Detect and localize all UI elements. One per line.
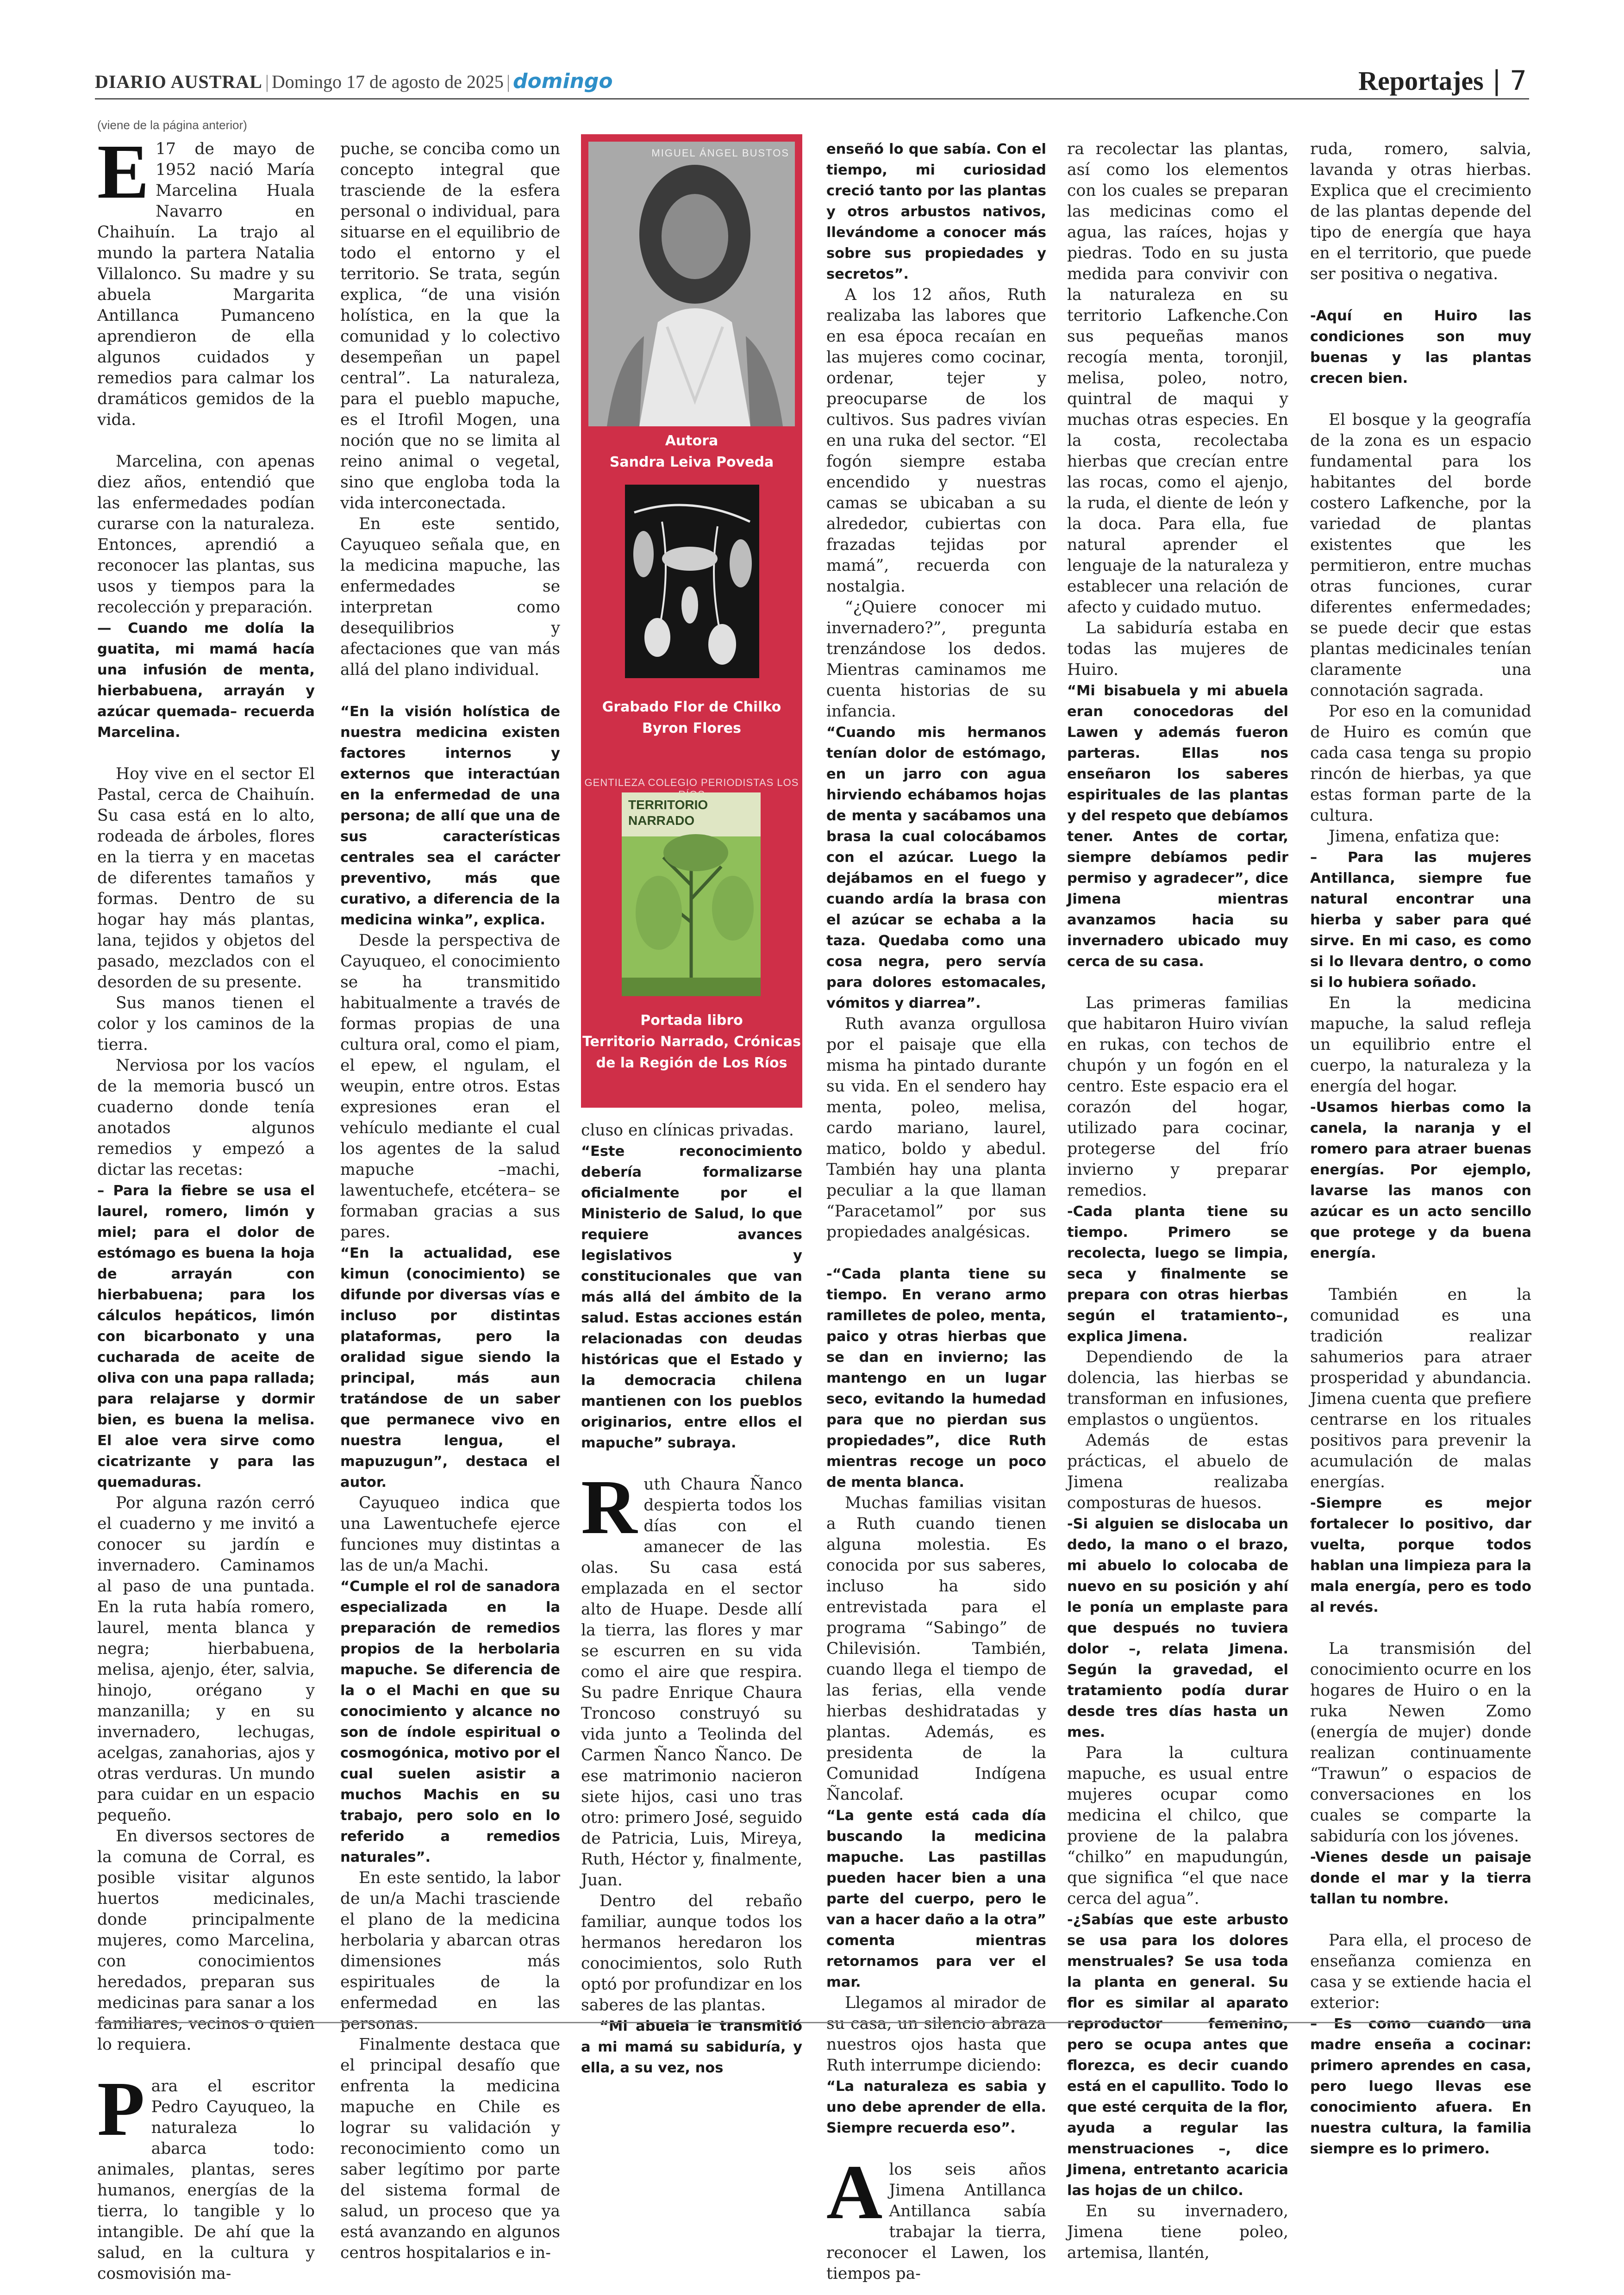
paragraph: En este sentido, la labor de un/a Machi trasciende el plano de la medicina herbolaria y abarcan otras dimensiones más espirituales de la enfermedad en las personas.: [340, 1869, 560, 2033]
quote: – Para la fiebre se usa el laurel, romero, limón y miel; para el dolor de estómago es buena la hoja de arrayán con hierbabuena; para los cálculos hepáticos, limón con bicarbonato y una cucharada de aceite de oliva con una papa rallada; para relajarse y dormir bien, es buena la melisa. El aloe vera sirve como cicatrizante y para las quemaduras.: [97, 1183, 315, 1491]
article-column-4: [826, 139, 1046, 2284]
paragraph: E 17 de mayo de 1952 nació María Marcelina Huala Navarro en Chaihuín. La trajo al mundo la partera Natalia Villalonco. Su madre y su abuela Margarita Antillanca Pumanceno aprendieron de ella algunos cuidados y remedios para calmar los dramáticos gemidos de la vida.: [97, 129, 315, 429]
quote: -¿Sabías que este arbusto se usa para los dolores menstruales? Se usa toda la planta en general. Su flor es similar al aparato reproductor femenino, pero se ocupa antes que florezca, es decir cuando está en el capullito. Todo lo que esté cerquita de la flor, ayuda a regular las menstruaciones –, dice Jimena, entretanto acaricia las hojas de un chilco.: [1067, 1912, 1288, 2199]
paragraph: Finalmente destaca que el principal desafío que enfrenta la medicina mapuche en Chile es lograr su validación y reconocimiento como un saber legítimo por parte del sistema formal de salud, un proceso que ya está avanzando en algunos centros hospitalarios e in-: [340, 2035, 560, 2262]
engraving-image: [625, 485, 759, 678]
article-column-6: [1310, 139, 1531, 2159]
paragraph: Para el escritor Pedro Cayuqueo, la naturaleza lo abarca todo: animales, plantas, seres humanos, energías de la tierra, lo tangible y lo intangible. De ahí que la salud, en la cultura y cosmovisión ma-: [97, 2066, 315, 2283]
paragraph: Llegamos al mirador de su casa, un silencio abraza nuestros ojos hasta que Ruth interrumpe diciendo:: [826, 1994, 1046, 2075]
image-sidebar: [581, 134, 802, 1108]
paragraph: Nerviosa por los vacíos de la memoria buscó un cuaderno donde tenía anotados algunos remedios y empezó a dictar las recetas:: [97, 1056, 315, 1179]
drop-cap: R: [581, 1464, 637, 1550]
paragraph: Cayuqueo indica que una Lawentuchefe ejerce funciones muy distintas a las de un/a Machi.: [340, 1494, 560, 1575]
book-title: TERRITORIO NARRADO: [628, 798, 708, 828]
photo-credit: MIGUEL ÁNGEL BUSTOS: [651, 147, 789, 159]
paragraph: El bosque y la geografía de la zona es un espacio fundamental para los habitantes del borde costero Lafkenche, por la variedad de plantas existentes que les permitieron, entre muchas otras funciones, curar diferentes enfermedades; se puede decir que estas plantas medicinales tenían claramente una connotación sagrada.: [1310, 411, 1531, 700]
quote: – Para las mujeres Antillanca, siempre fue natural encontrar una hierba y saber para qué sirve. En mi caso, es como si lo llevara dentro, o como si lo hubiera soñado.: [1310, 849, 1531, 991]
footer-rule: [95, 2022, 1529, 2023]
quote: -“Cada planta tiene su tiempo. En verano armo ramilletes de poleo, menta, paico y otras hierbas que se dan en invierno; las mantengo en un lugar seco, evitando la humedad para que no pierdan sus propiedades”, dice Ruth mientras recoge un poco de menta blanca.: [826, 1266, 1046, 1491]
header-rule: [95, 98, 1529, 100]
quote: “En la actualidad, ese kimun (conocimiento) se difunde por diversas vías e incluso por distintas plataformas, pero la oralidad sigue siendo la principal, más aun tratándose de un saber que permanece vivo en nuestra lengua, el mapuzugun”, destaca el autor.: [340, 1245, 560, 1491]
paragraph: puche, se conciba como un concepto integral que trasciende de la esfera personal o individual, para situarse en el equilibrio de todo el entorno y el territorio. Se trata, según explica, “de una visión holística, en la que la comunidad y lo colectivo desempeñan un papel central”. La naturaleza, para el pueblo mapuche, es el Itrofil Mogen, una noción que no se limita al reino animal o vegetal, sino que engloba toda la vida interconectada.: [340, 140, 560, 512]
quote: “La gente está cada día buscando la medicina mapuche. Las pastillas pueden hacer bien a una parte del cuerpo, pero le van a hacer daño a la otra” comenta mientras retornamos para ver el mar.: [826, 1808, 1046, 1990]
paragraph: En este sentido, Cayuqueo señala que, en la medicina mapuche, las enfermedades se interpretan como desequilibrios y afectaciones que van más allá del plano individual.: [340, 515, 560, 679]
caption-author: Autora Sandra Leiva Poveda: [609, 433, 774, 470]
quote: “Mi abuela le transmitió a mi mamá su sabiduría, y ella, a su vez, nos: [581, 2018, 802, 2076]
drop-cap: A: [826, 2149, 883, 2235]
book-cover: [622, 792, 761, 996]
image-credit: GENTILEZA COLEGIO PERIODISTAS LOS: [584, 777, 799, 788]
quote: “La naturaleza es sabia y uno debe aprender de ella. Siempre recuerda eso”.: [826, 2078, 1046, 2136]
paragraph: La sabiduría estaba en todas las mujeres de Huiro.: [1067, 619, 1288, 679]
paragraph: Hoy vive en el sector El Pastal, cerca de Chaihuín. Su casa está en lo alto, rodeada de árboles, flores en la tierra y en macetas de diferentes tamaños y formas. Dentro de su hogar hay más plantas, lana, tejidos y objetos del pasado, mezclados con el desorden de su presente.: [97, 765, 315, 992]
paragraph: La transmisión del conocimiento ocurre en los hogares de Huiro o en la ruka Newen Zomo (energía de mujer) donde realizan continuamente “Trawun” o espacios de conversaciones en los cuales se comparte la sabiduría con los jóvenes.: [1310, 1640, 1531, 1846]
caption-engraving: Grabado Flor de Chilko Byron Flores: [602, 699, 781, 736]
paragraph: Marcelina, con apenas diez años, entendió que las enfermedades podían curarse con la naturaleza. Entonces, aprendió a reconocer las plantas, sus usos y tiempos para la recolección y preparación.: [97, 452, 315, 617]
quote: “En la visión holística de nuestra medicina existen factores internos y externos que interactúan en la enfermedad de una persona; de allí que una de sus características centrales sea el carácter preventivo, más que curativo, a diferencia de la medicina winka”, explica.: [340, 704, 560, 928]
quote: “Cumple el rol de sanadora especializada en la preparación de remedios propios de la herbolaria mapuche. Se diferencia de la o el Machi en que su conocimiento y alcance no son de índole espiritual o cosmogónica, motivo por el cual suelen asistir a muchos Machis en su trabajo, pero solo en lo referido a remedios naturales”.: [340, 1578, 560, 1865]
paragraph: Ruth Chaura Ñanco despierta todos los días con el amanecer de las olas. Su casa está emplazada en el sector alto de Huape. Desde allí la tierra, las flores y mar se escurren en su vida como el aire que respira. Su padre Enrique Chaura Troncoso construyó su vida junto a Teolinda del Carmen Ñanco Ñanco. De ese matrimonio nacieron siete hijos, casi uno tras otro: primero José, seguido de Patricia, Luis, Mireya, Ruth, Héctor y, finalmente, Juan.: [581, 1464, 802, 1890]
paragraph: Sus manos tienen el color y los caminos de la tierra.: [97, 994, 315, 1054]
quote: “Este reconocimiento debería formalizarse oficialmente por el Ministerio de Salud, lo que requiere avances legislativos y constitucionales que van más allá del ámbito de la salud. Estas acciones están relacionadas con deudas históricas que el Estado y la democracia chilena mantienen con los pueblos originarios, entre ellos el mapuche” subraya.: [581, 1143, 802, 1451]
paragraph: Ruth avanza orgullosa por el paisaje que ella misma ha pintado durante su vida. En el sendero hay menta, poleo, melisa, cardo mariano, laurel, matico, boldo y abedul. También hay una planta peculiar a la que llaman “Paracetamol” por sus propiedades analgésicas.: [826, 1015, 1046, 1241]
paragraph: Alos seis años Jimena Antillanca Antillanca sabía trabajar la tierra, reconocer el Lawen, los tiempos pa-: [826, 2149, 1046, 2283]
paragraph: A los 12 años, Ruth realizaba las labores que en esa época recaían en las mujeres como cocinar, ordenar, tejer y preocuparse de los cultivos. Sus padres vivían en una ruka del sector. “El fogón siempre estaba encendido y nuestras camas se ubicaban a su alrededor, cubiertas con frazadas tejidas por mamá”, recuerda con nostalgia.: [826, 286, 1046, 596]
paragraph: Las primeras familias que habitaron Huiro vivían en rukas, con techos de chupón y un fogón en el centro. Este espacio era el corazón del hogar, utilizado para cocinar, protegerse del frío invierno y preparar remedios.: [1067, 994, 1288, 1200]
paragraph: Por eso en la comunidad de Huiro es común que cada casa tenga su propio rincón de hierbas, ya que estas forman parte de la cultura.: [1310, 702, 1531, 825]
paragraph: Para ella, el proceso de enseñanza comienza en casa y se extiende hacia el exterior:: [1310, 1931, 1531, 2012]
paragraph: Dependiendo de la dolencia, las hierbas se transforman en infusiones, emplastos o ungüentos.: [1067, 1348, 1288, 1429]
quote: -Siempre es mejor fortalecer lo positivo, dar vuelta, porque todos hablan una limpieza para la mala energía, pero es todo al revés.: [1310, 1495, 1531, 1615]
paragraph: cluso en clínicas privadas.: [581, 1121, 794, 1140]
publication-name: DIARIO AUSTRAL: [95, 71, 262, 92]
paragraph: Muchas familias visitan a Ruth cuando tienen alguna molestia. Es conocida por sus saberes, incluso ha sido entrevistada para el programa “Sabingo” de Chilevisión. También, cuando llega el tiempo de las ferias, ella vende hierbas deshidratadas y plantas. Además, es presidenta de la Comunidad Indígena Ñancolaf.: [826, 1494, 1046, 1804]
continued-note: (viene de la página anterior): [97, 118, 247, 132]
article-column-2: [340, 139, 560, 2264]
quote: -Aquí en Huiro las condiciones son muy buenas y las plantas crecen bien.: [1310, 308, 1531, 387]
drop-cap: E: [97, 129, 150, 215]
chilko-flower-engraving: [625, 485, 759, 678]
paragraph: En la medicina mapuche, la salud refleja un equilibrio entre el cuerpo, la naturaleza y la energía del hogar.: [1310, 994, 1531, 1096]
quote: enseñó lo que sabía. Con el tiempo, mi curiosidad creció tanto por las plantas y otros arbustos nativos, llevándome a conocer más sobre sus propiedades y secretos”.: [826, 141, 1046, 282]
paragraph: Dentro del rebaño familiar, aunque todos los hermanos heredaron los conocimientos, solo Ruth optó por profundizar en los saberes de las plantas.: [581, 1892, 802, 2014]
quote: -Vienes desde un paisaje donde el mar y la tierra tallan tu nombre.: [1310, 1849, 1531, 1907]
paragraph: ruda, romero, salvia, lavanda y otras hierbas. Explica que el crecimiento de las plantas depende del tipo de energía que haya en el territorio, que puede ser positiva o negativa.: [1310, 140, 1531, 283]
quote: – Es como cuando una madre enseña a cocinar: primero aprendes en casa, pero luego llevas ese conocimiento afuera. En nuestra cultura, la familia siempre es lo primero.: [1310, 2016, 1531, 2157]
paragraph: Por alguna razón cerró el cuaderno y me invitó a conocer su jardín e invernadero. Caminamos al paso de una puntada. En la ruta había romero, laurel, menta blanca y negra; hierbabuena, melisa, ajenjo, éter, salvia, hinojo, orégano y manzanilla; y en su invernadero, lechugas, acelgas, zanahorias, ajos y otras verduras. Un mundo para cuidar en un espacio pequeño.: [97, 1494, 315, 1825]
masthead: DIARIO AUSTRAL | Domingo 17 de agosto de 2025 | domingo: [95, 69, 613, 93]
article-column-3: [581, 1120, 802, 2078]
paragraph: En diversos sectores de la comuna de Corral, es posible visitar algunos huertos medicinales, donde principalmente mujeres, como Marcelina, con conocimientos heredados, preparan sus medicinas para sanar a los familiares, vecinos o quien lo requiera.: [97, 1827, 315, 2054]
section-header: Reportajes | 7: [1358, 65, 1527, 96]
page-number: 7: [1510, 65, 1527, 96]
article-column-1: [97, 129, 315, 2284]
quote: — Cuando me dolía la guatita, mi mamá hacía una infusión de menta, hierbabuena, arrayán y azúcar quemada– recuerda Marcelina.: [97, 620, 315, 741]
quote: -Si alguien se dislocaba un dedo, la mano o el brazo, mi abuelo lo colocaba de nuevo en su posición y ahí le ponía un emplaste para que después no tuviera dolor –, relata Jimena. Según la gravedad, el tratamiento podía durar desde tres días hasta un mes.: [1067, 1516, 1288, 1740]
section-logo: domingo: [512, 69, 613, 93]
paragraph: Desde la perspectiva de Cayuqueo, el conocimiento se ha transmitido habitualmente a través de formas propias de una cultura oral, como el piam, el epew, el ngulam, el weupin, entre otros. Estas expresiones eran el vehículo mediante el cual los agentes de la salud mapuche –machi, lawentuchefe, etcétera– se formaban gracias a sus pares.: [340, 931, 560, 1241]
paragraph: Jimena, enfatiza que:: [1329, 827, 1500, 846]
paragraph: Para la cultura mapuche, es usual entre mujeres ocupar como medicina el chilco, que proviene de la palabra “chilko” en mapudungún, que significa “el que nace cerca del agua”.: [1067, 1744, 1288, 1908]
quote: -Cada planta tiene su tiempo. Primero se recolecta, luego se limpia, seca y finalmente se prepara con otras hierbas según el tratamiento–, explica Jimena.: [1067, 1204, 1288, 1345]
quote: -Usamos hierbas como la canela, la naranja y el romero para atraer buenas energías. Por ejemplo, lavarse las manos con azúcar es un acto sencillo que protege y da buena energía.: [1310, 1099, 1531, 1261]
paragraph: ra recolectar las plantas, así como los elementos con los cuales se preparan las medicinas como el agua, las raíces, hojas y piedras. Todo en su justa medida para convivir con la naturaleza en su territorio Lafkenche.Con sus pequeñas manos recogía menta, toronjil, melisa, poleo, notro, quintral de maqui y muchas otras especies. En la costa, recolectaba hierbas que crecían entre las rocas, como el ajenjo, la ruda, el diente de león y la doca. Para ella, fue natural aprender el lenguaje de la naturaleza y establecer una relación de afecto y cuidado mutuo.: [1067, 140, 1288, 617]
caption-book: Portada libro Territorio Narrado, Crónicas de la Región de Los Ríos: [582, 1012, 801, 1071]
issue-date: Domingo 17 de agosto de 2025: [271, 71, 504, 92]
paragraph: “¿Quiere conocer mi invernadero?”, pregunta trenzándose los dedos. Mientras caminamos me cuenta historias de su infancia.: [826, 598, 1046, 721]
paragraph: También en la comunidad es una tradición realizar sahumerios para atraer prosperidad y abundancia. Jimena cuenta que prefiere centrarse en los rituales positivos para prevenir la acumulación de malas energías.: [1310, 1285, 1531, 1491]
quote: “Cuando mis hermanos tenían dolor de estómago, en un jarro con agua hirviendo echábamos hojas de menta y sacábamos una brasa la cual colocábamos con el azúcar. Luego la dejábamos en el fuego y cuando ardía la brasa con el azúcar se echaba a la taza. Quedaba como una cosa negra, pero servía para dolores estomacales, vómitos y diarrea”.: [826, 724, 1046, 1011]
author-photo: [588, 142, 795, 426]
portrait-illustration: [588, 142, 795, 426]
section-category: Reportajes: [1358, 66, 1484, 96]
quote: “Mi bisabuela y mi abuela eran conocedoras del Lawen y además fueron parteras. Ellas nos enseñaron los saberes espirituales de las plantas y del respeto que debíamos tener. Antes de cortar, siempre debíamos pedir permiso y agradecer”, dice Jimena mientras avanzamos hacia su invernadero ubicado muy cerca de su casa.: [1067, 683, 1288, 970]
drop-cap: P: [97, 2066, 145, 2152]
paragraph: En su invernadero, Jimena tiene poleo, artemisa, llantén,: [1067, 2202, 1288, 2262]
paragraph: Además de estas prácticas, el abuelo de Jimena realizaba composturas de huesos.: [1067, 1431, 1288, 1512]
article-column-5: [1067, 139, 1288, 2264]
